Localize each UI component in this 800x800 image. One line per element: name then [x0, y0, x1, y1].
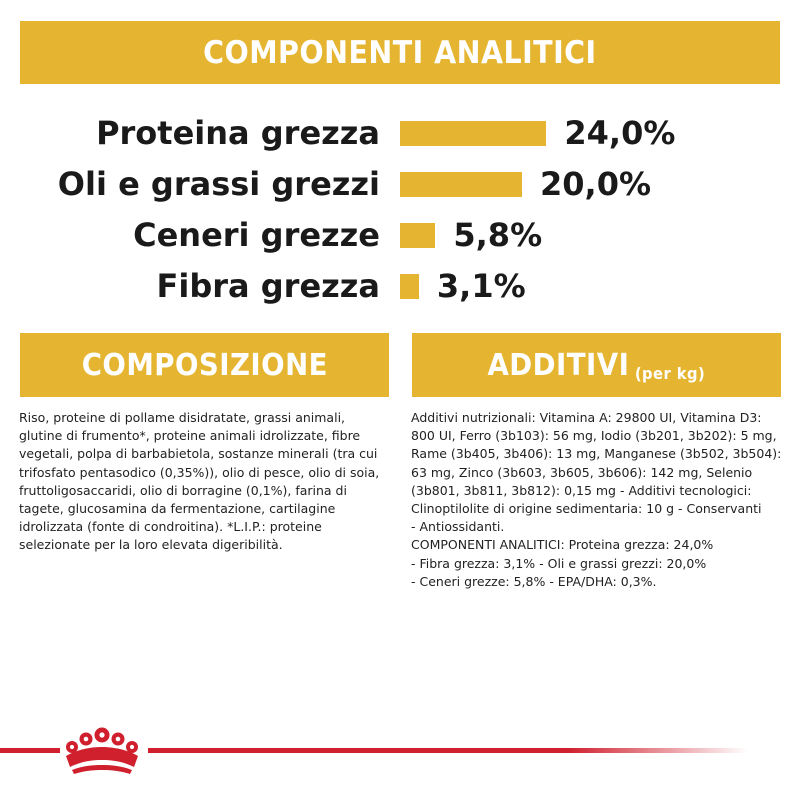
- additives-line: Additivi nutrizionali: Vitamina A: 29800 UI, Vitamina D3: 800 UI, Ferro (3b103): 56 mg, Iodio (3b201, 3b202): 5 mg, Rame (3b405, 3b406): 13 mg, Manganese (3b502, 3b504): 63 mg, Zinco (3b603, 3b605, 3b606): 142 mg, Selenio (3b801, 3b811, 3b812): 0,15 mg - Additivi tecnologici: Clinoptilolite di origine sedimentaria: 10 g - Conservanti: [411, 410, 782, 517]
- analytics-label: Ceneri grezze: [133, 216, 380, 254]
- crown-icon: [58, 726, 146, 776]
- additives-title-text: ADDITIVI: [487, 347, 630, 383]
- analytics-row: [0, 159, 800, 209]
- footer-line-right: [148, 748, 748, 753]
- footer-line-left: [0, 748, 60, 753]
- analytics-header-banner: [20, 21, 780, 84]
- additives-title: [488, 348, 706, 383]
- analytics-bar: [400, 172, 522, 197]
- analytics-value: 20,0%: [540, 165, 652, 203]
- analytics-row: [0, 261, 800, 311]
- analytics-label: Proteina grezza: [96, 114, 380, 152]
- analytics-label: Fibra grezza: [156, 267, 380, 305]
- analytics-bar: [400, 274, 419, 299]
- analytics-bar: [400, 121, 546, 146]
- analytics-bar: [400, 223, 435, 248]
- additives-unit: (per kg): [635, 363, 706, 383]
- analytics-value: 3,1%: [436, 267, 526, 305]
- analytics-title: COMPONENTI ANALITICI: [203, 34, 597, 71]
- additives-text: [411, 409, 783, 591]
- analytics-row: [0, 210, 800, 260]
- composition-text: Riso, proteine di pollame disidratate, grassi animali, glutine di frumento*, proteine animali idrolizzate, fibre vegetali, polpa di barbabietola, sostanze minerali (tra cui trifosfato pentasodico (0,35%)), olio di pesce, olio di soia, fruttoligosaccaridi, olio di borragine (0,1%), farina di tagete, glucosamina da fermentazione, cartilagine idrolizzata (fonte di condroitina). *L.I.P.: proteine selezionate per la loro elevata digeribilità.: [19, 410, 380, 553]
- additives-line: COMPONENTI ANALITICI: Proteina grezza: 24,0%: [411, 537, 714, 553]
- composition-banner: [20, 333, 389, 397]
- analytics-value: 5,8%: [453, 216, 543, 254]
- analytics-label: Oli e grassi grezzi: [57, 165, 380, 203]
- additives-line: - Fibra grezza: 3,1% - Oli e grassi grezzi: 20,0%: [411, 555, 707, 571]
- additives-line: - Ceneri grezze: 5,8% - EPA/DHA: 0,3%.: [411, 573, 657, 589]
- additives-banner: [412, 333, 781, 397]
- analytics-row: [0, 108, 800, 158]
- additives-line: - Antiossidanti.: [411, 519, 505, 535]
- composition-title: COMPOSIZIONE: [81, 347, 328, 383]
- analytics-value: 24,0%: [564, 114, 676, 152]
